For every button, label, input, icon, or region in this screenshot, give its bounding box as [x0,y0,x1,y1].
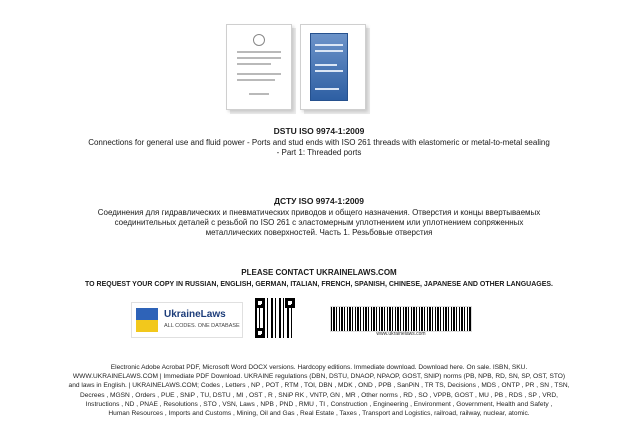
footer-line: Human Resources , Imports and Customs , Mining, Oil and Gas , Real Estate , Taxes , Transport and Logistics, railroad, railway, nuclear, atomic. [108,410,530,418]
logo-tagline: ALL CODES. ONE DATABASE [164,323,240,329]
text-line [237,57,281,59]
footer-line: Electronic Adobe Acrobat PDF, Microsoft Word DOCX versions. Hardcopy editions. Immediate download. Download here. On sale. ISBN, SKU. [110,364,528,371]
qr-finder [285,298,295,308]
english-description-line: Connections for general use and fluid power - Ports and stud ends with ISO 261 threads with elastomeric or metal-to-metal sealing [88,138,550,147]
english-doc-code: DSTU ISO 9974-1:2009 [273,126,365,136]
russian-description-line: металлических поверхностей. Часть 1. Резьбовые отверстия [205,228,433,237]
cover-panel [310,33,348,101]
contact-subheading: TO REQUEST YOUR COPY IN RUSSIAN, ENGLISH, GERMAN, ITALIAN, FRENCH, SPANISH, CHINESE, JAPANESE AND OTHER LANGUAGES. [84,281,553,288]
text-line [315,88,339,90]
footer-line: Instructions , ND , PNAE , Resolutions , STO , VSN, Laws , NPB , PND , RMU , TI , Construction , Engineering , Environment , Government, Health and Safety , [85,400,553,408]
barcode-icon [330,306,472,332]
logo-name: UkraineLaws [164,309,226,320]
text-line [249,93,269,95]
english-title-block [0,126,638,158]
russian-doc-code: ДСТУ ISO 9974-1:2009 [273,196,365,206]
barcode-caption: www.ukrainelaws.com [376,331,426,337]
text-line [237,79,275,81]
russian-title-block [0,196,638,238]
text-line [315,44,343,46]
footer-line: Decrees , MGSN , Orders , PUE , SNiP , TU, DSTU , MI , OST , R , SNiP RK , VNTP, GN , MR , Other norms , RD , SO , VPPB, GOST , MU , PB , RDS , SP , VRD, [79,391,559,399]
text-line [237,73,281,75]
text-line [315,70,343,72]
qr-finder [255,298,265,308]
qr-code-icon[interactable] [255,298,295,338]
text-line [237,63,271,65]
document-cover-white-icon [226,24,292,110]
ukrainelaws-logo[interactable] [131,302,243,338]
russian-description-line: Соединения для гидравлических и пневматических приводов и общего назначения. Отверстия и концы ввертываемых [97,208,541,217]
document-cover-blue-icon [300,24,366,110]
contact-heading: PLEASE CONTACT UKRAINELAWS.COM [241,268,397,277]
russian-description [0,208,638,238]
text-line [315,50,343,52]
qr-finder [255,328,265,338]
footer-line: WWW.UKRAINELAWS.COM | Immediate PDF Download. UKRAINE regulations (DBN, DSTU, DNAOP, NPAOP, GOST, SNIP) norms (PB, NPB, RD, SN, SP, OST, STO) [72,373,566,381]
footer-text [0,363,638,418]
seal-icon [253,34,265,46]
english-description-line: - Part 1: Threaded ports [276,148,362,157]
footer-line: and laws in English. | UKRAINELAWS.COM; Codes , Letters , NP , POT , RTM , TOI, DBN , MDK , OND , PPB , SanPiN , TR TS, Decisions , MDS , ONTP , PR , SN , TSN, [68,382,570,390]
english-description [0,138,638,158]
text-line [315,64,337,66]
text-line [237,51,281,53]
russian-description-line: соединительных деталей с резьбой по ISO 261 с эластомерным уплотнением или уплотнением сопряженных [114,218,524,227]
ukraine-flag-icon [136,308,158,332]
